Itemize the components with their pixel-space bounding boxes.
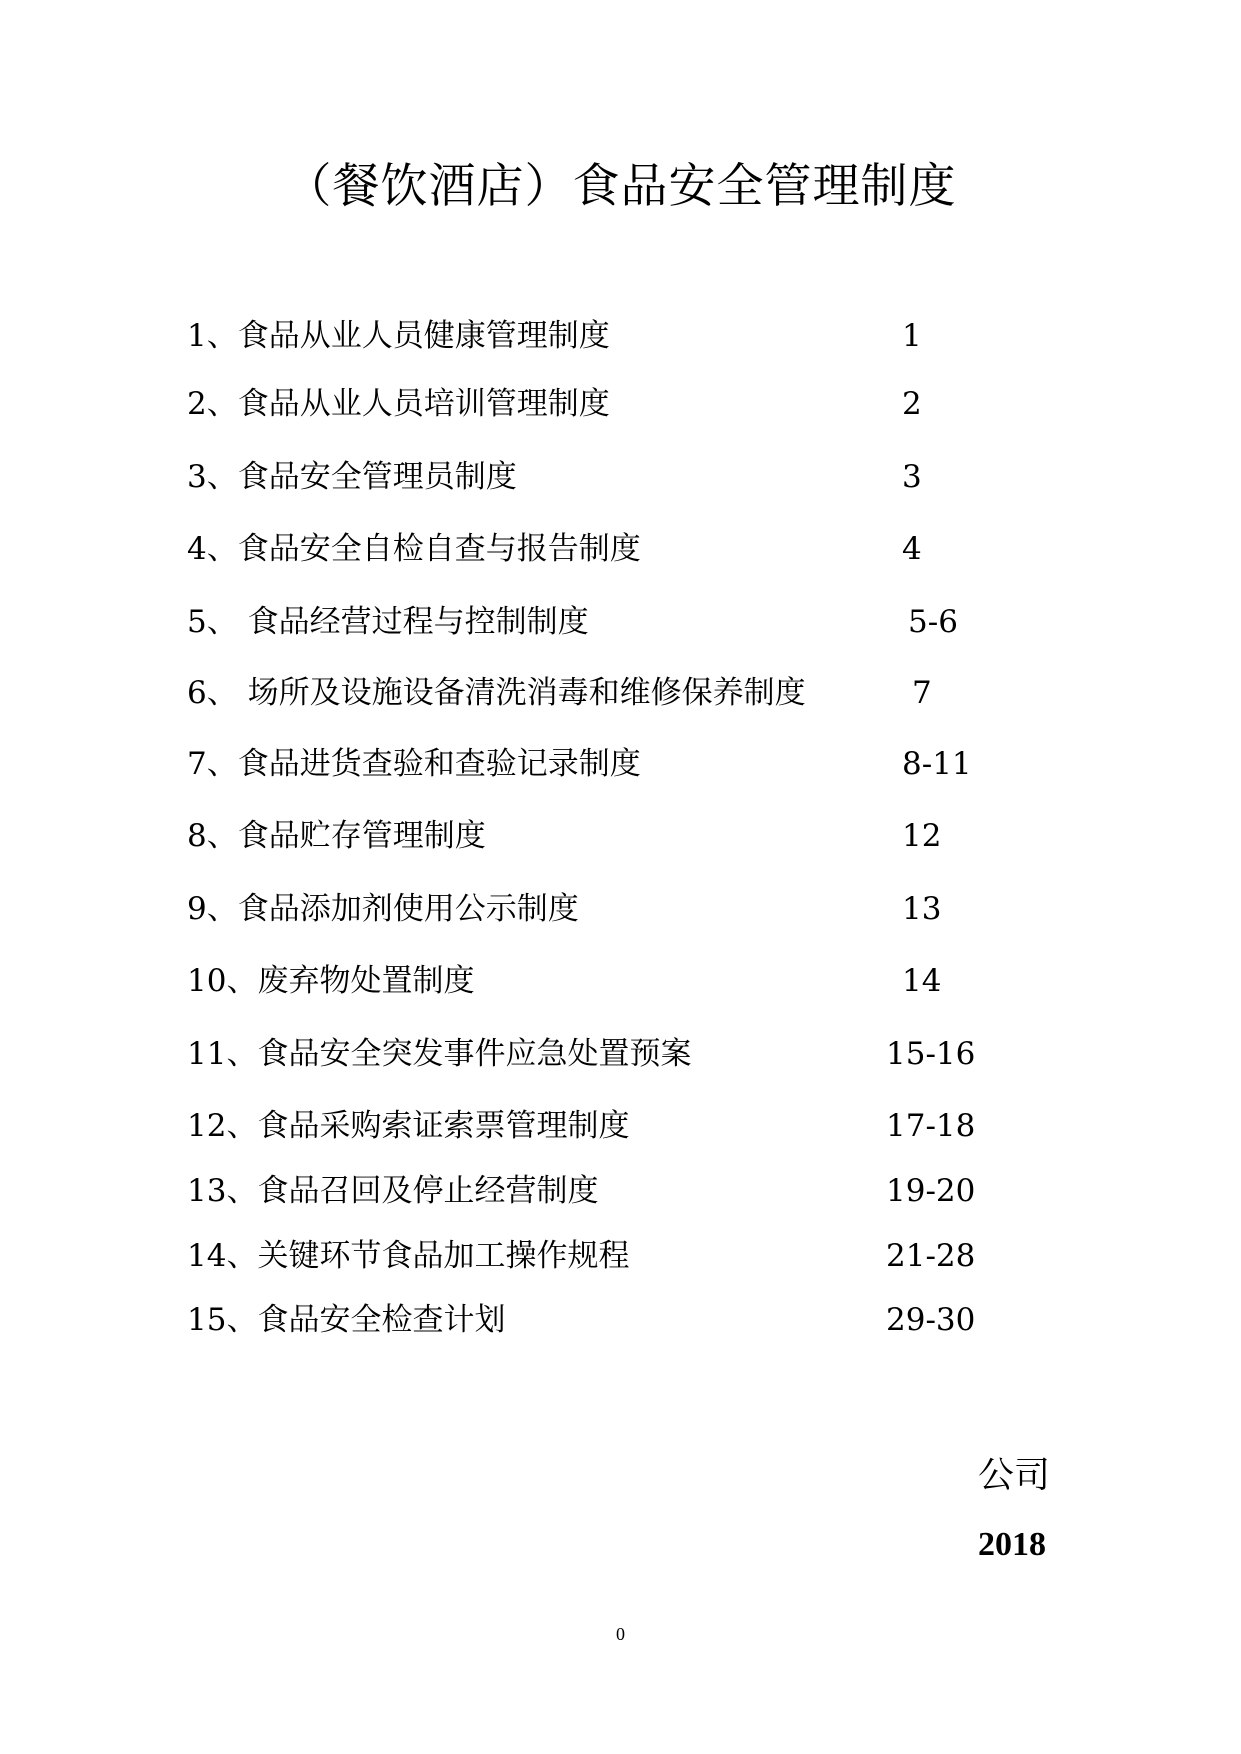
toc-entry-6 <box>187 673 987 713</box>
toc-entry-title: 6、 场所及设施设备清洗消毒和维修保养制度 <box>187 675 806 711</box>
toc-entry-title: 3、食品安全管理员制度 <box>187 459 517 495</box>
toc-entry-title: 14、关键环节食品加工操作规程 <box>187 1238 630 1274</box>
toc-entry-5 <box>187 602 987 642</box>
toc-entry-page: 15-16 <box>886 1036 976 1072</box>
toc-entry-page: 2 <box>902 386 922 422</box>
toc-entry-page: 8-11 <box>902 746 972 782</box>
toc-entry-1 <box>187 316 987 356</box>
toc-entry-title: 15、食品安全检查计划 <box>187 1302 506 1338</box>
toc-entry-title: 2、食品从业人员培训管理制度 <box>187 386 610 422</box>
toc-entry-page: 17-18 <box>886 1108 976 1144</box>
document-year: 2018 <box>978 1526 1046 1563</box>
toc-entry-page: 12 <box>902 818 942 854</box>
toc-entry-page: 4 <box>902 531 922 567</box>
toc-entry-3 <box>187 457 987 497</box>
toc-entry-title: 11、食品安全突发事件应急处置预案 <box>187 1036 692 1072</box>
toc-entry-8 <box>187 816 987 856</box>
toc-entry-page: 7 <box>912 675 932 711</box>
toc-entry-4 <box>187 529 987 569</box>
company-name: 公司 <box>978 1455 1051 1496</box>
toc-entry-page: 5-6 <box>908 604 958 640</box>
toc-entry-title: 4、食品安全自检自查与报告制度 <box>187 531 641 567</box>
toc-entry-10 <box>187 961 987 1001</box>
toc-entry-13 <box>187 1171 987 1211</box>
toc-entry-title: 12、食品采购索证索票管理制度 <box>187 1108 630 1144</box>
toc-entry-page: 13 <box>902 891 942 927</box>
toc-entry-12 <box>187 1106 987 1146</box>
toc-entry-15 <box>187 1300 987 1340</box>
toc-entry-title: 13、食品召回及停止经营制度 <box>187 1173 599 1209</box>
page-number: 0 <box>616 1624 625 1644</box>
toc-entry-2 <box>187 384 987 424</box>
toc-entry-title: 10、废弃物处置制度 <box>187 963 475 999</box>
toc-entry-page: 19-20 <box>886 1173 976 1209</box>
toc-entry-page: 3 <box>902 459 922 495</box>
document-title: （餐饮酒店）食品安全管理制度 <box>284 159 957 214</box>
toc-entry-title: 5、 食品经营过程与控制制度 <box>187 604 589 640</box>
toc-entry-14 <box>187 1236 987 1276</box>
toc-entry-page: 14 <box>902 963 942 999</box>
toc-entry-title: 9、食品添加剂使用公示制度 <box>187 891 579 927</box>
toc-entry-title: 7、食品进货查验和查验记录制度 <box>187 746 641 782</box>
toc-entry-page: 21-28 <box>886 1238 976 1274</box>
toc-entry-title: 8、食品贮存管理制度 <box>187 818 486 854</box>
toc-entry-7 <box>187 744 987 784</box>
toc-entry-11 <box>187 1034 987 1074</box>
toc-entry-9 <box>187 889 987 929</box>
toc-entry-page: 29-30 <box>886 1302 976 1338</box>
toc-entry-title: 1、食品从业人员健康管理制度 <box>187 318 610 354</box>
toc-entry-page: 1 <box>902 318 922 354</box>
